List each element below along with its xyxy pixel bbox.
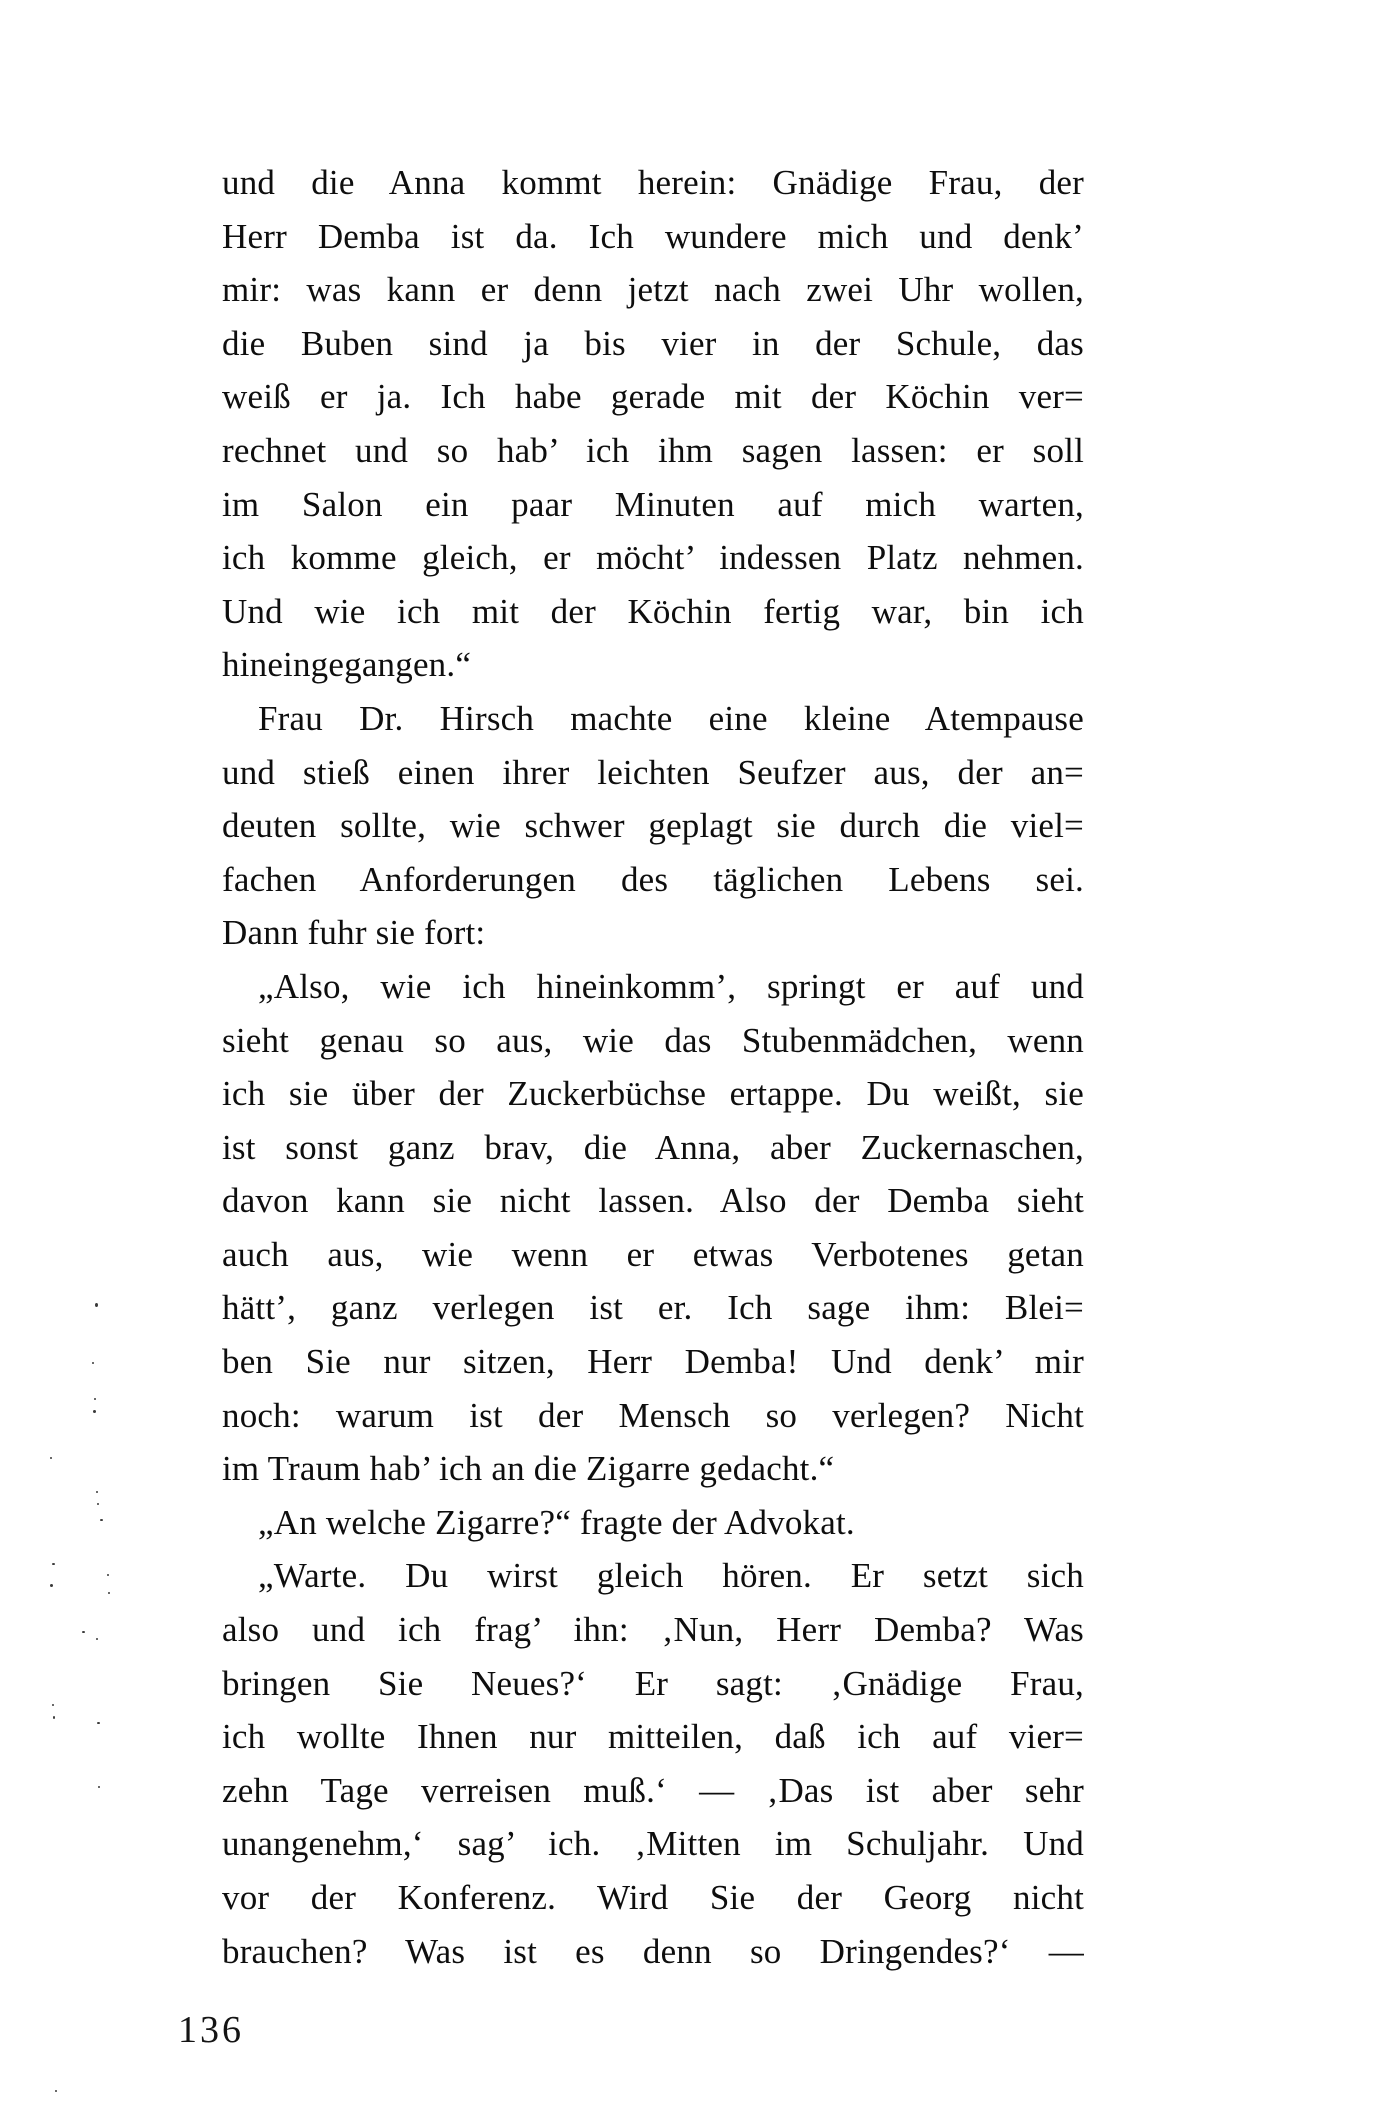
text-line: sieht genau so aus, wie das Stubenmädchen, wenn [222,1020,1084,1060]
text-line: hineingegangen.“ [222,645,472,685]
text-line: ben Sie nur sitzen, Herr Demba! Und denk’ mir [222,1342,1084,1382]
text-line: also und ich frag’ ihn: ‚Nun, Herr Demba? Was [222,1610,1084,1650]
text-line: fachen Anforderungen des täglichen Lebens sei. [222,859,1084,899]
text-line: hätt’, ganz verlegen ist er. Ich sage ihm: Blei= [222,1288,1084,1328]
text-line: „Also, wie ich hineinkomm’, springt er auf und [258,966,1084,1006]
body-text [222,156,1084,1978]
text-line: und die Anna kommt herein: Gnädige Frau, der [222,163,1084,202]
text-line: noch: warum ist der Mensch so verlegen? Nicht [222,1395,1084,1435]
text-line: die Buben sind ja bis vier in der Schule, das [222,323,1084,363]
text-line: und stieß einen ihrer leichten Seufzer aus, der an= [222,752,1084,792]
text-line: vor der Konferenz. Wird Sie der Georg nicht [222,1878,1084,1917]
text-line: Frau Dr. Hirsch machte eine kleine Atempause [258,698,1084,738]
text-line: im Salon ein paar Minuten auf mich warten, [222,484,1084,524]
text-line: weiß er ja. Ich habe gerade mit der Köchin ver= [222,377,1084,417]
text-line: bringen Sie Neues?‘ Er sagt: ‚Gnädige Frau, [222,1663,1084,1703]
page-number: 136 [178,2009,244,2051]
text-line: ich wollte Ihnen nur mitteilen, daß ich auf vier= [222,1717,1084,1757]
text-line: deuten sollte, wie schwer geplagt sie durch die viel= [222,806,1084,846]
text-line: im Traum hab’ ich an die Zigarre gedacht.“ [222,1449,835,1489]
text-line: ich komme gleich, er möcht’ indessen Platz nehmen. [222,538,1084,578]
text-line: mir: was kann er denn jetzt nach zwei Uhr wollen, [222,270,1084,310]
text-line: Und wie ich mit der Köchin fertig war, bin ich [222,591,1084,631]
text-line: auch aus, wie wenn er etwas Verbotenes getan [222,1234,1084,1274]
text-line: „Warte. Du wirst gleich hören. Er setzt sich [258,1556,1084,1596]
text-line: davon kann sie nicht lassen. Also der Demba sieht [222,1181,1084,1221]
text-line: unangenehm,‘ sag’ ich. ‚Mitten im Schuljahr. Und [222,1824,1084,1864]
text-line: brauchen? Was ist es denn so Dringendes?‘ — [222,1931,1084,1971]
text-line: „An welche Zigarre?“ fragte der Advokat. [258,1502,855,1542]
text-line: rechnet und so hab’ ich ihm sagen lassen: er soll [222,430,1084,470]
text-line: ist sonst ganz brav, die Anna, aber Zuckernaschen, [222,1127,1084,1167]
text-line: Herr Demba ist da. Ich wundere mich und denk’ [222,216,1084,256]
text-line: Dann fuhr sie fort: [222,913,486,953]
text-line: zehn Tage verreisen muß.‘ — ‚Das ist aber sehr [222,1770,1084,1810]
text-line: ich sie über der Zuckerbüchse ertappe. Du weißt, sie [222,1074,1084,1114]
